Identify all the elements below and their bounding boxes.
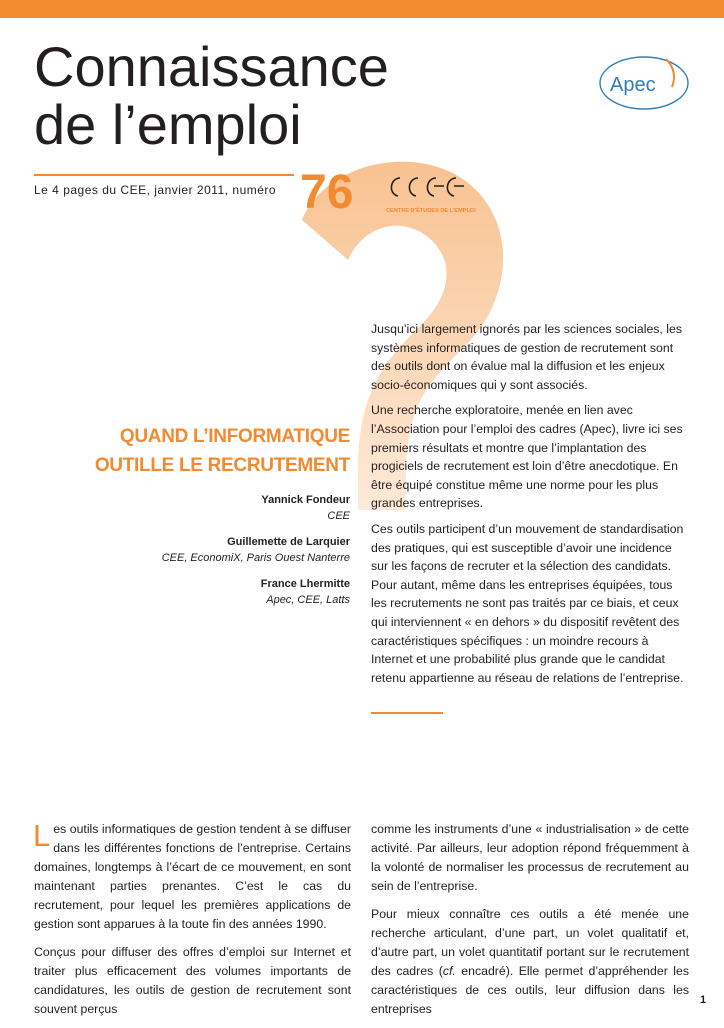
apec-logo-text: Apec — [610, 74, 656, 96]
headline-line-2: OUTILLE LE RECRUTEMENT — [94, 455, 350, 476]
title-line-1: Connaissance — [34, 35, 389, 98]
page-number: 1 — [700, 994, 707, 1006]
publication-title — [34, 35, 389, 156]
body-text-italic: cf. — [442, 964, 456, 978]
author-name: Guillemette de Larquier — [227, 536, 350, 548]
body-paragraph: Conçus pour diffuser des offres d’emploi sur Internet et traiter plus efficacement des volumes importants de candidatures, les outils de gestion de recrutement sont souvent perçus — [34, 945, 351, 1016]
intro-paragraph: Ces outils participent d’un mouvement de standardisation des pratiques, qui est susceptible d’avoir une incidence sur les façons de recruter et la sélection des candidats. Pour autant, même dans les entreprises équipées, tous les recrutements ne sont pas traités par ce biais, et ceux qui interviennent « en dehors » du dispositif revêtent des caractéristiques spécifiques : un moindre recours à Internet et une probabilité plus grande que le candidat retenu appartienne au réseau de relations de l’entreprise. — [371, 521, 684, 685]
top-accent-bar — [0, 0, 724, 18]
author-affiliation: CEE — [327, 509, 350, 522]
title-line-2: de l’emploi — [34, 93, 302, 156]
cee-logo — [384, 170, 480, 230]
apec-logo — [596, 53, 692, 113]
cee-logo-text: CENTRE D’ÉTUDES DE L’EMPLOI — [386, 208, 476, 214]
author-affiliation: CEE, EconomiX, Paris Ouest Nanterre — [161, 551, 350, 564]
body-column-1 — [34, 820, 351, 1028]
issue-subline: Le 4 pages du CEE, janvier 2011, numéro — [34, 183, 277, 197]
intro-paragraph: Une recherche exploratoire, menée en lien avec l’Association pour l’emploi des cadres (Apec), livre ici ses premiers résultats et montre que l’implantation des progiciels de recrutement est loin d’être anecdotique. En être équipé constitue même une norme pour les plus grandes entreprises. — [371, 403, 683, 511]
article-headline — [95, 422, 350, 480]
author-name: France Lhermitte — [260, 578, 350, 590]
body-text: es outils informatiques de gestion tendent à se diffuser dans les différentes fonctions de l’entreprise. Certains domaines, longtemps à l’écart de ce mouvement, en sont maintenant parties prenantes. C’est le cas du recrutement, pour lequel les premières applications de gestion sont apparues à la toute fin des années 1990. — [34, 822, 351, 931]
body-paragraph — [34, 820, 351, 934]
author-list — [162, 493, 350, 619]
intro-end-rule — [371, 712, 443, 714]
headline-line-1: QUAND L’INFORMATIQUE — [119, 426, 350, 447]
body-text: encadré). Elle permet d’appréhender les caractéristiques de ces outils, leur diffusion dans les entreprises — [371, 964, 689, 1016]
body-paragraph: comme les instruments d’une « industrialisation » de cette activité. Par ailleurs, leur adoption répond fréquemment à la volonté de normaliser les processus de recrutement au sein de l’entreprise. — [371, 822, 689, 893]
drop-cap: L — [33, 818, 51, 853]
intro-paragraph: Jusqu’ici largement ignorés par les sciences sociales, les systèmes informatiques de gestion de recrutement sont des outils dont on évalue mal la diffusion et les enjeux socio-économiques qui y sont associés. — [371, 322, 682, 392]
body-column-2 — [371, 820, 689, 1028]
author-name: Yannick Fondeur — [261, 494, 350, 506]
author-affiliation: Apec, CEE, Latts — [266, 593, 350, 606]
issue-number: 76 — [300, 166, 354, 219]
title-rule — [34, 174, 294, 176]
body-paragraph — [371, 905, 689, 1019]
article-intro — [371, 320, 691, 694]
body-text: Pour mieux connaître ces outils a été menée une recherche articulant, d’une part, un volet qualitatif et, d’autre part, un volet quantitatif portant sur le recrutement des cadres ( — [371, 907, 689, 978]
